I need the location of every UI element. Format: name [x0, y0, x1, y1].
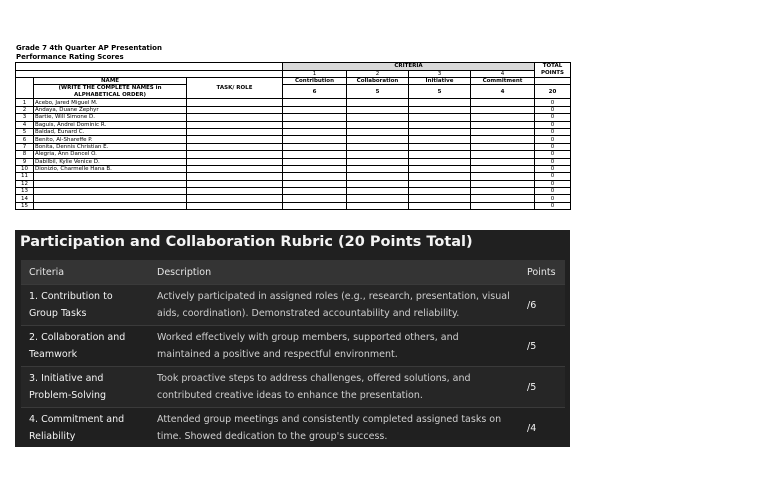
contribution-score-cell[interactable] [283, 114, 347, 121]
commitment-score-cell[interactable] [471, 114, 535, 121]
commitment-score-cell[interactable] [471, 188, 535, 195]
student-row [16, 188, 571, 195]
name-subheader: (WRITE THE COMPLETE NAMES in ALPHABETICAL ORDER) [34, 85, 187, 99]
criterion-4-number: 4 [471, 70, 535, 78]
collaboration-score-cell[interactable] [347, 195, 409, 202]
student-name-cell[interactable]: Bartie, Will Simone D. [34, 114, 187, 121]
task-role-cell[interactable] [187, 99, 283, 106]
rubric-points-cell: /5 [519, 326, 565, 367]
total-points-header: TOTAL POINTS [535, 63, 571, 78]
initiative-score-cell[interactable] [409, 143, 471, 150]
criteria-header: CRITERIA [283, 63, 535, 71]
total-score-cell: 0 [535, 180, 571, 187]
total-score-cell: 0 [535, 158, 571, 165]
collaboration-score-cell[interactable] [347, 180, 409, 187]
criterion-3-number: 3 [409, 70, 471, 78]
row-number: 5 [16, 128, 34, 135]
contribution-score-cell[interactable] [283, 106, 347, 113]
commitment-score-cell[interactable] [471, 202, 535, 209]
task-role-cell[interactable] [187, 165, 283, 172]
collaboration-score-cell[interactable] [347, 106, 409, 113]
contribution-score-cell[interactable] [283, 188, 347, 195]
total-score-cell: 0 [535, 121, 571, 128]
commitment-score-cell[interactable] [471, 195, 535, 202]
row-number: 1 [16, 99, 34, 106]
rubric-title: Participation and Collaboration Rubric (20 Points Total) [20, 234, 473, 250]
rubric-row [21, 326, 565, 367]
rubric-description-cell: Worked effectively with group members, supported others, and maintained a positive and respectful environment. [149, 326, 519, 367]
contribution-score-cell[interactable] [283, 173, 347, 180]
total-score-cell: 0 [535, 99, 571, 106]
commitment-score-cell[interactable] [471, 121, 535, 128]
total-max-points: 20 [535, 85, 571, 99]
total-score-cell: 0 [535, 195, 571, 202]
task-role-cell[interactable] [187, 128, 283, 135]
row-number: 14 [16, 195, 34, 202]
collaboration-score-cell[interactable] [347, 202, 409, 209]
commitment-score-cell[interactable] [471, 165, 535, 172]
collaboration-score-cell[interactable] [347, 158, 409, 165]
student-row [16, 128, 571, 135]
collaboration-score-cell[interactable] [347, 188, 409, 195]
collaboration-score-cell[interactable] [347, 121, 409, 128]
total-score-cell: 0 [535, 173, 571, 180]
rubric-criteria-cell: 3. Initiative and Problem-Solving [21, 367, 149, 408]
commitment-score-cell[interactable] [471, 158, 535, 165]
student-row [16, 195, 571, 202]
initiative-score-cell[interactable] [409, 128, 471, 135]
student-row [16, 158, 571, 165]
total-score-cell: 0 [535, 114, 571, 121]
initiative-score-cell[interactable] [409, 165, 471, 172]
contribution-score-cell[interactable] [283, 128, 347, 135]
rubric-criteria-cell: 2. Collaboration and Teamwork [21, 326, 149, 367]
row-number: 2 [16, 106, 34, 113]
commitment-score-cell[interactable] [471, 99, 535, 106]
student-row [16, 143, 571, 150]
criterion-4-max-points: 4 [471, 85, 535, 99]
contribution-score-cell[interactable] [283, 136, 347, 143]
name-header: NAME [34, 78, 187, 85]
initiative-score-cell[interactable] [409, 114, 471, 121]
student-name-cell[interactable]: Bonita, Dennis Christian E. [34, 143, 187, 150]
rubric-points-cell: /4 [519, 408, 565, 449]
student-name-cell[interactable]: Benito, Al-Shareffe P. [34, 136, 187, 143]
criterion-2-max-points: 5 [347, 85, 409, 99]
rubric-header-points: Points [519, 260, 565, 285]
student-row [16, 121, 571, 128]
total-score-cell: 0 [535, 106, 571, 113]
row-number: 13 [16, 188, 34, 195]
rubric-header-criteria: Criteria [21, 260, 149, 285]
total-score-cell: 0 [535, 165, 571, 172]
student-name-cell[interactable] [34, 202, 187, 209]
task-role-cell[interactable] [187, 114, 283, 121]
row-number: 15 [16, 202, 34, 209]
student-name-cell[interactable] [34, 173, 187, 180]
collaboration-score-cell[interactable] [347, 99, 409, 106]
student-row [16, 180, 571, 187]
criterion-2-label: Collaboration [347, 78, 409, 85]
commitment-score-cell[interactable] [471, 136, 535, 143]
initiative-score-cell[interactable] [409, 195, 471, 202]
student-row [16, 151, 571, 158]
initiative-score-cell[interactable] [409, 99, 471, 106]
initiative-score-cell[interactable] [409, 202, 471, 209]
row-number: 3 [16, 114, 34, 121]
commitment-score-cell[interactable] [471, 106, 535, 113]
collaboration-score-cell[interactable] [347, 128, 409, 135]
total-score-cell: 0 [535, 151, 571, 158]
student-name-cell[interactable] [34, 180, 187, 187]
rubric-panel [15, 230, 570, 447]
contribution-score-cell[interactable] [283, 158, 347, 165]
rubric-criteria-cell: 4. Commitment and Reliability [21, 408, 149, 449]
commitment-score-cell[interactable] [471, 128, 535, 135]
rubric-row [21, 285, 565, 326]
collaboration-score-cell[interactable] [347, 136, 409, 143]
task-role-cell[interactable] [187, 136, 283, 143]
total-score-cell: 0 [535, 143, 571, 150]
student-name-cell[interactable]: Andaya, Duane Zephyr [34, 106, 187, 113]
task-role-cell[interactable] [187, 158, 283, 165]
task-role-cell[interactable] [187, 180, 283, 187]
initiative-score-cell[interactable] [409, 121, 471, 128]
rubric-description-cell: Attended group meetings and consistently completed assigned tasks on time. Showed dedication to the group's success. [149, 408, 519, 449]
rubric-table [21, 260, 565, 448]
student-row [16, 114, 571, 121]
student-row [16, 136, 571, 143]
row-number: 12 [16, 180, 34, 187]
criterion-1-label: Contribution [283, 78, 347, 85]
student-row [16, 202, 571, 209]
commitment-score-cell[interactable] [471, 143, 535, 150]
total-score-cell: 0 [535, 202, 571, 209]
initiative-score-cell[interactable] [409, 188, 471, 195]
initiative-score-cell[interactable] [409, 136, 471, 143]
contribution-score-cell[interactable] [283, 165, 347, 172]
row-number: 7 [16, 143, 34, 150]
student-row [16, 99, 571, 106]
row-number: 8 [16, 151, 34, 158]
initiative-score-cell[interactable] [409, 158, 471, 165]
student-name-cell[interactable]: Baldad, Eunard C. [34, 128, 187, 135]
task-role-cell[interactable] [187, 121, 283, 128]
collaboration-score-cell[interactable] [347, 173, 409, 180]
row-number: 6 [16, 136, 34, 143]
rubric-header-description: Description [149, 260, 519, 285]
row-number: 11 [16, 173, 34, 180]
task-role-cell[interactable] [187, 195, 283, 202]
rubric-points-cell: /5 [519, 367, 565, 408]
contribution-score-cell[interactable] [283, 151, 347, 158]
task-role-header: TASK/ ROLE [187, 78, 283, 99]
row-number: 9 [16, 158, 34, 165]
row-number: 4 [16, 121, 34, 128]
collaboration-score-cell[interactable] [347, 114, 409, 121]
contribution-score-cell[interactable] [283, 121, 347, 128]
initiative-score-cell[interactable] [409, 180, 471, 187]
contribution-score-cell[interactable] [283, 180, 347, 187]
student-row [16, 173, 571, 180]
total-score-cell: 0 [535, 188, 571, 195]
student-row [16, 165, 571, 172]
task-role-cell[interactable] [187, 188, 283, 195]
task-role-cell[interactable] [187, 151, 283, 158]
initiative-score-cell[interactable] [409, 151, 471, 158]
criterion-1-max-points: 6 [283, 85, 347, 99]
criterion-2-number: 2 [347, 70, 409, 78]
rating-score-sheet [15, 62, 571, 210]
rubric-description-cell: Actively participated in assigned roles (e.g., research, presentation, visual aids, coordination). Demonstrated accountability and reliability. [149, 285, 519, 326]
rubric-points-cell: /6 [519, 285, 565, 326]
student-name-cell[interactable]: Acebo, Jared Miguel M. [34, 99, 187, 106]
criterion-3-label: Initiative [409, 78, 471, 85]
sheet-title-line2: Performance Rating Scores [16, 53, 124, 61]
student-name-cell[interactable]: Baguis, Andrei Dominic R. [34, 121, 187, 128]
total-score-cell: 0 [535, 128, 571, 135]
task-role-cell[interactable] [187, 143, 283, 150]
row-number: 10 [16, 165, 34, 172]
student-row [16, 106, 571, 113]
initiative-score-cell[interactable] [409, 173, 471, 180]
student-name-cell[interactable] [34, 195, 187, 202]
collaboration-score-cell[interactable] [347, 165, 409, 172]
criterion-1-number: 1 [283, 70, 347, 78]
commitment-score-cell[interactable] [471, 173, 535, 180]
collaboration-score-cell[interactable] [347, 143, 409, 150]
total-score-cell: 0 [535, 136, 571, 143]
rubric-row [21, 367, 565, 408]
sheet-title-line1: Grade 7 4th Quarter AP Presentation [16, 44, 162, 52]
sheet-title [16, 44, 162, 62]
task-role-cell[interactable] [187, 202, 283, 209]
contribution-score-cell[interactable] [283, 202, 347, 209]
commitment-score-cell[interactable] [471, 151, 535, 158]
collaboration-score-cell[interactable] [347, 151, 409, 158]
rubric-description-cell: Took proactive steps to address challenges, offered solutions, and contributed creative ideas to enhance the presentation. [149, 367, 519, 408]
contribution-score-cell[interactable] [283, 143, 347, 150]
task-role-cell[interactable] [187, 173, 283, 180]
rubric-criteria-cell: 1. Contribution to Group Tasks [21, 285, 149, 326]
student-name-cell[interactable]: Alegria, Ann Dancel O. [34, 151, 187, 158]
task-role-cell[interactable] [187, 106, 283, 113]
initiative-score-cell[interactable] [409, 106, 471, 113]
contribution-score-cell[interactable] [283, 195, 347, 202]
student-name-cell[interactable]: Dabilbil, Kylie Venice D. [34, 158, 187, 165]
student-name-cell[interactable] [34, 188, 187, 195]
criterion-4-label: Commitment [471, 78, 535, 85]
criterion-3-max-points: 5 [409, 85, 471, 99]
rubric-row [21, 408, 565, 449]
contribution-score-cell[interactable] [283, 99, 347, 106]
student-name-cell[interactable]: Dionizio, Charmelle Hana B. [34, 165, 187, 172]
commitment-score-cell[interactable] [471, 180, 535, 187]
